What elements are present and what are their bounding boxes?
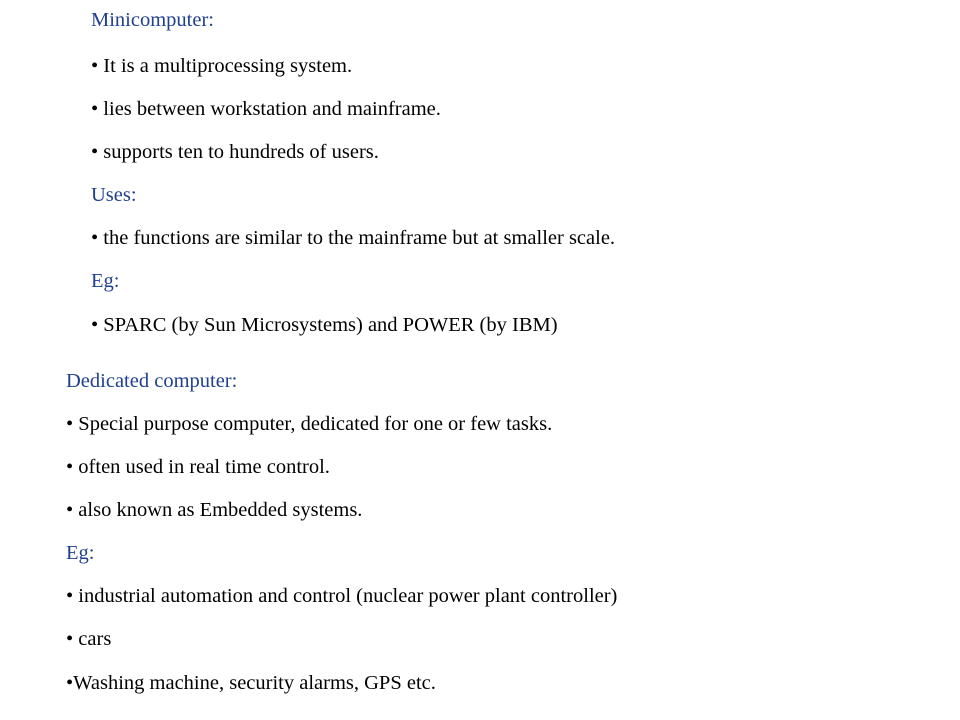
list-item: • industrial automation and control (nuclear power plant controller) — [66, 585, 618, 607]
dedicated-computer-heading: Dedicated computer: — [66, 370, 238, 392]
list-item: • the functions are similar to the mainframe but at smaller scale. — [91, 227, 616, 249]
list-item: • supports ten to hundreds of users. — [91, 141, 379, 163]
eg-heading: Eg: — [66, 542, 95, 564]
list-item: • cars — [66, 628, 112, 650]
list-item: • It is a multiprocessing system. — [91, 55, 353, 77]
minicomputer-heading: Minicomputer: — [91, 9, 214, 31]
list-item: • SPARC (by Sun Microsystems) and POWER (by IBM) — [91, 314, 558, 336]
list-item: • Special purpose computer, dedicated for one or few tasks. — [66, 413, 553, 435]
uses-heading: Uses: — [91, 184, 137, 206]
list-item: •Washing machine, security alarms, GPS etc. — [66, 672, 436, 694]
eg-heading: Eg: — [91, 270, 120, 292]
list-item: • lies between workstation and mainframe. — [91, 98, 441, 120]
list-item: • also known as Embedded systems. — [66, 499, 363, 521]
list-item: • often used in real time control. — [66, 456, 330, 478]
